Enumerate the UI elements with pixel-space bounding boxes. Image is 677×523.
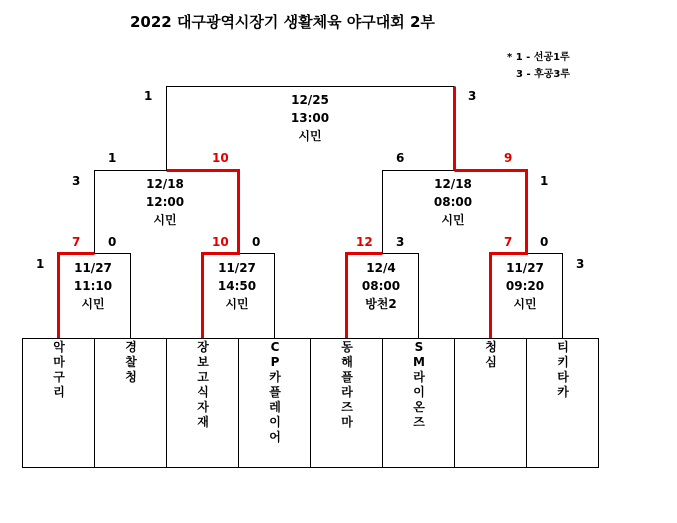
game-time: 14:50 [217,279,257,293]
game-venue: 시민 [513,297,537,311]
game-time: 09:20 [505,279,545,293]
score-r1g2-left: 10 [212,235,229,249]
game-date: 12/18 [434,177,472,191]
game-info-semi-left [120,175,210,229]
score-final-side-right: 3 [468,89,477,103]
team-name: 동 해 플 라 즈 마 [341,340,353,429]
legend-line-2: 3 - 후공3루 [516,69,571,80]
score-r1g2-right: 0 [252,235,261,249]
game-date: 11/27 [218,261,256,275]
score-r1g3-right: 3 [396,235,405,249]
team-cell-8 [527,338,599,467]
score-r1g4-left: 7 [504,235,513,249]
game-date: 12/25 [291,93,329,107]
score-r1g4-side: 3 [576,257,585,271]
team-name: 경 찰 청 [125,340,137,384]
game-info-r1g2 [192,259,282,313]
score-semi-right-right: 9 [504,151,513,165]
team-cell-2 [95,338,167,467]
score-semi-right-left: 6 [396,151,405,165]
game-venue: 시민 [441,213,465,227]
team-cell-1 [23,338,95,467]
game-date: 11/27 [506,261,544,275]
game-info-semi-right [408,175,498,229]
score-r1g1-left: 7 [72,235,81,249]
game-time: 13:00 [290,111,330,125]
team-name: 장 보 고 식 자 재 [197,340,209,429]
team-cell-5 [311,338,383,467]
score-r1g4-right: 0 [540,235,549,249]
game-venue: 방천2 [365,297,397,311]
game-time: 08:00 [361,279,401,293]
game-venue: 시민 [225,297,249,311]
team-cell-4 [239,338,311,467]
score-final-side-left: 1 [144,89,153,103]
team-cell-6 [383,338,455,467]
game-venue: 시민 [298,129,322,143]
score-semi-left-side: 3 [72,174,81,188]
game-time: 08:00 [433,195,473,209]
score-r1g3-left: 12 [356,235,373,249]
game-info-r1g1 [48,259,138,313]
score-semi-left-left: 1 [108,151,117,165]
page-title: 2022 대구광역시장기 생활체육 야구대회 2부 [130,13,435,31]
game-info-final [265,91,355,145]
team-name: 청 심 [485,340,497,369]
team-name: 티 키 타 카 [557,340,569,399]
game-venue: 시민 [81,297,105,311]
legend-line-1: * 1 - 선공1루 [507,52,570,63]
game-venue: 시민 [153,213,177,227]
game-date: 12/4 [366,261,396,275]
team-name: 악 마 구 리 [53,340,65,399]
game-date: 11/27 [74,261,112,275]
score-r1g1-side: 1 [36,257,45,271]
team-name: S M 라 이 온 즈 [413,340,425,429]
team-name: C P 카 플 레 이 어 [269,340,281,444]
score-r1g1-right: 0 [108,235,117,249]
score-semi-right-side: 1 [540,174,549,188]
score-semi-left-right: 10 [212,151,229,165]
game-date: 12/18 [146,177,184,191]
team-cell-7 [455,338,527,467]
game-info-r1g3 [336,259,426,313]
team-cell-3 [167,338,239,467]
game-time: 12:00 [145,195,185,209]
game-time: 11:10 [73,279,113,293]
game-info-r1g4 [480,259,570,313]
